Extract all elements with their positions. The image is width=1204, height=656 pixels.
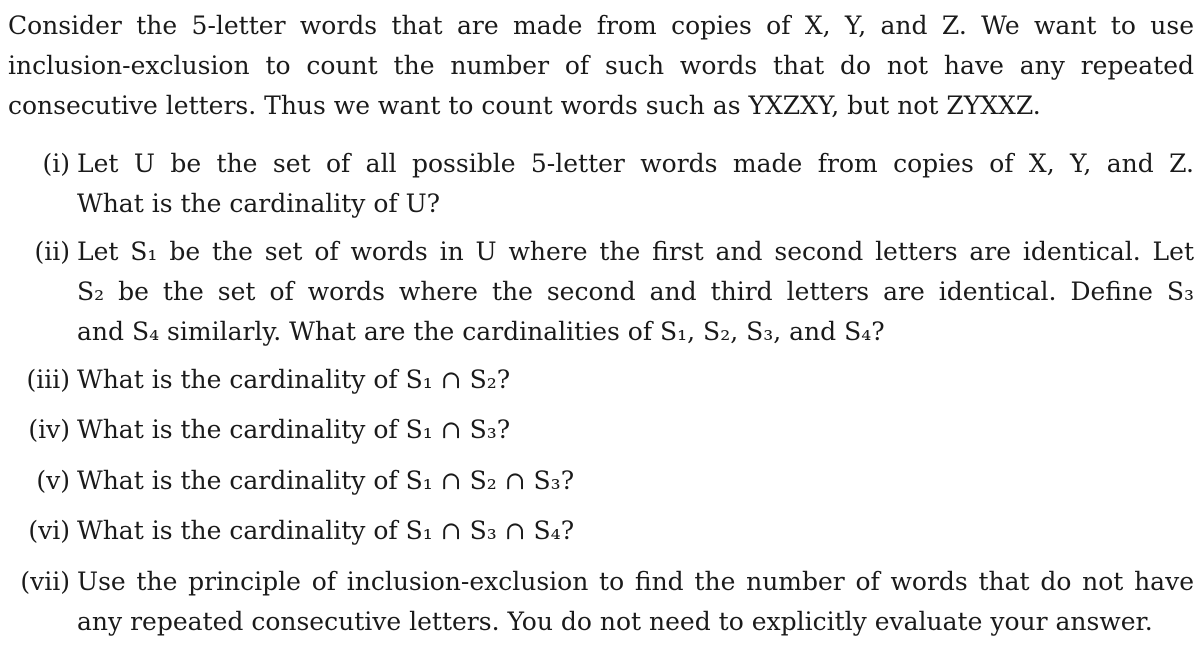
question-text: Use the principle of inclusion-exclusion to find the number of words that do not have <box>77 567 1194 596</box>
question-text: What is the cardinality of U? <box>77 189 441 218</box>
question-label: (iii) <box>26 365 70 394</box>
question-text: any repeated consecutive letters. You do not need to explicitly evaluate your answer. <box>77 607 1153 636</box>
question-label: (vi) <box>28 516 70 545</box>
question-label: (ii) <box>34 237 70 266</box>
question-label: (vii) <box>20 567 70 596</box>
question-label: (v) <box>36 466 70 495</box>
question-text: Let S₁ be the set of words in U where the first and second letters are identical. Let <box>77 237 1194 266</box>
question-text: S₂ be the set of words where the second and third letters are identical. Define S₃ <box>77 277 1194 306</box>
intro-line: Consider the 5-letter words that are made from copies of X, Y, and Z. We want to use <box>8 11 1194 40</box>
problem-intro <box>8 6 1194 126</box>
question-text: What is the cardinality of S₁ ∩ S₂? <box>77 365 511 394</box>
intro-line: consecutive letters. Thus we want to count words such as YXZXY, but not ZYXXZ. <box>8 91 1041 120</box>
question-text: Let U be the set of all possible 5-letter words made from copies of X, Y, and Z. <box>77 149 1194 178</box>
question-text: What is the cardinality of S₁ ∩ S₃ ∩ S₄? <box>77 516 575 545</box>
intro-line: inclusion-exclusion to count the number of such words that do not have any repeated <box>8 51 1194 80</box>
question-label: (i) <box>42 149 70 178</box>
question-text: and S₄ similarly. What are the cardinalities of S₁, S₂, S₃, and S₄? <box>77 317 885 346</box>
question-text: What is the cardinality of S₁ ∩ S₂ ∩ S₃? <box>77 466 575 495</box>
question-label: (iv) <box>28 415 70 444</box>
question-text: What is the cardinality of S₁ ∩ S₃? <box>77 415 511 444</box>
